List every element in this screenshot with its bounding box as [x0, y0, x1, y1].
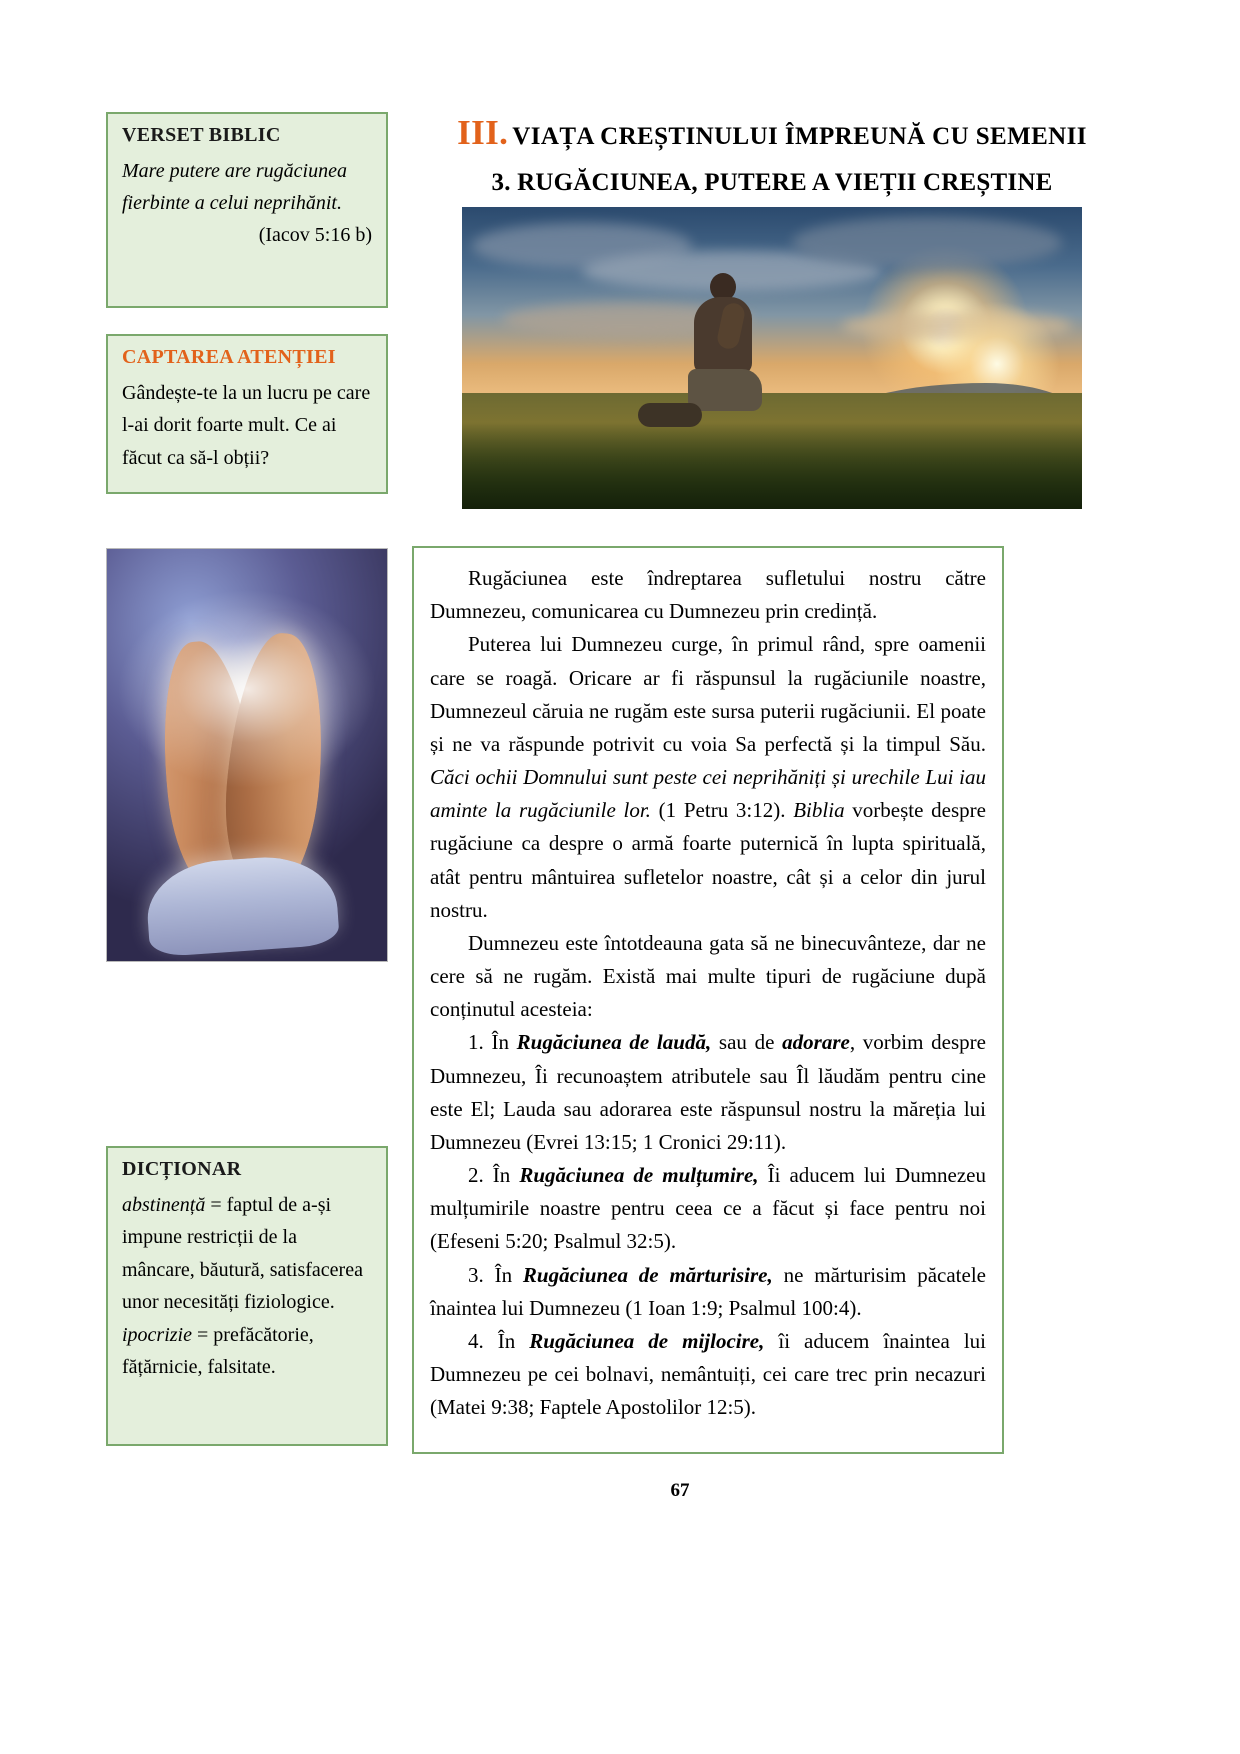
- page-number: 67: [670, 1480, 690, 1501]
- chapter-heading: [412, 112, 1132, 155]
- verse-box: [106, 112, 388, 308]
- verse-box-title: VERSET BIBLIC: [122, 124, 281, 146]
- paragraph-1: Rugăciunea este îndreptarea sufletului nostru către Dumnezeu, comunicarea cu Dumnezeu prin credință.: [430, 566, 986, 624]
- list-item-1-term-2: adorare: [782, 1030, 850, 1055]
- verse-box-reference: (Iacov 5:16 b): [258, 223, 372, 246]
- lesson-title: 3. RUGĂCIUNEA, PUTERE A VIEȚII CREȘTINE: [491, 168, 1053, 196]
- list-item-4-number: 4. În: [468, 1328, 530, 1353]
- chapter-title-text: VIAȚA CREȘTINULUI ÎMPREUNĂ CU SEMENII: [512, 123, 1087, 150]
- dictionary-definition: = prefăcătorie, fățărnicie, falsitate.: [122, 1323, 314, 1378]
- list-item-3-text: ne mărturisim păcatele înaintea lui Dumnezeu (1 Ioan 1:9; Psalmul 100:4).: [430, 1262, 986, 1320]
- body-text-box: [412, 546, 1004, 1454]
- dictionary-entry: [122, 1189, 372, 1319]
- grass-foreground: [462, 423, 1082, 509]
- list-item-2-text: Îi aducem lui Dumnezeu mulțumirile noastre pentru ceea ce a făcut și face pentru noi (Efeseni 5:20; Psalmul 32:5).: [430, 1163, 986, 1254]
- dictionary-definition: = faptul de a-și impune restricții de la mâncare, băutură, satisfacerea unor necesități fiziologice.: [122, 1194, 363, 1314]
- sleeve-shape: [144, 852, 340, 957]
- attention-box-title: CAPTAREA ATENȚIEI: [122, 346, 336, 368]
- list-item-3: [430, 1259, 986, 1325]
- bible-word: Biblia: [793, 798, 845, 823]
- list-item-2: [430, 1159, 986, 1259]
- attention-box-text: Gândește-te la un lucru pe care l-ai dorit foarte mult. Ce ai făcut ca să-l obții?: [122, 382, 371, 469]
- hero-image: [462, 207, 1082, 509]
- praying-hands-artwork: [107, 549, 387, 961]
- person-legs: [688, 369, 762, 411]
- verse-box-text: Mare putere are rugăciunea fierbinte a celui neprihănit.: [122, 160, 347, 215]
- dictionary-box-title: DICȚIONAR: [122, 1158, 242, 1180]
- list-item-3-term: Rugăciunea de mărturisire,: [522, 1262, 773, 1287]
- list-item-3-number: 3. În: [468, 1262, 523, 1287]
- list-item-2-term: Rugăciunea de mulțumire,: [519, 1163, 759, 1188]
- dictionary-term: abstinență: [122, 1194, 206, 1216]
- scripture-quote: Căci ochii Domnului sunt peste cei neprihăniți și urechile Lui iau aminte la rugăciunile lor.: [430, 765, 986, 823]
- cloud-shape: [792, 217, 1062, 269]
- main-column: [412, 112, 1132, 509]
- chapter-number: III.: [457, 113, 509, 152]
- dictionary-box: [106, 1146, 388, 1446]
- list-item-4-term: Rugăciunea de mijlocire,: [529, 1328, 765, 1353]
- list-item-4: [430, 1325, 986, 1425]
- list-item-1: [430, 1026, 986, 1159]
- list-item-1-term: Rugăciunea de laudă,: [516, 1030, 712, 1055]
- list-item-2-number: 2. În: [468, 1163, 520, 1188]
- dictionary-term: ipocrizie: [122, 1323, 192, 1346]
- paragraph-2-part-a: Puterea lui Dumnezeu curge, în primul rând, spre oamenii care se roagă. Oricare ar fi răspunsul la rugăciunile noastre, Dumnezeul căruia ne rugăm este sursa puterii rugăciunii. El poate și ne va răspunde potrivit cu voia Sa perfectă și la timpul Său.: [430, 632, 986, 756]
- list-item-1-mid: sau de: [711, 1030, 783, 1055]
- praying-hands-image: [106, 548, 388, 962]
- dictionary-entry: [122, 1319, 372, 1384]
- sidebar: [106, 112, 388, 520]
- paragraph-2-part-b: vorbește despre rugăciune ca despre o armă foarte puternică în lupta spirituală, atât pentru mântuirea sufletelor noastre, cât și a celor din jurul nostru.: [430, 798, 986, 922]
- hand-right-shape: [218, 629, 332, 894]
- attention-box: [106, 334, 388, 494]
- scripture-reference: (1 Petru 3:12).: [650, 798, 794, 823]
- kneeling-person: [680, 273, 766, 421]
- list-item-1-text: , vorbim despre Dumnezeu, Îi recunoaștem atributele sau Îl lăudăm pentru cine este El; Lauda sau adorarea este răspunsul nostru la măreția lui Dumnezeu (Evrei 13:15; 1 Cronici 29:11).: [430, 1030, 986, 1154]
- page-footer: [0, 1480, 1240, 1502]
- list-item-4-text: îi aducem înaintea lui Dumnezeu pe cei bolnavi, nemântuiți, cei care trec prin necazuri (Matei 9:38; Faptele Apostolilor 12:5).: [430, 1328, 986, 1420]
- paragraph-2: [430, 628, 986, 927]
- paragraph-3: Dumnezeu este întotdeauna gata să ne binecuvânteze, dar ne cere să ne rugăm. Există mai multe tipuri de rugăciune după conținutul acesteia:: [430, 930, 986, 1022]
- list-item-1-number: 1. În: [468, 1030, 517, 1055]
- dictionary-wrapper: [106, 1146, 388, 1472]
- bag-object: [638, 403, 702, 427]
